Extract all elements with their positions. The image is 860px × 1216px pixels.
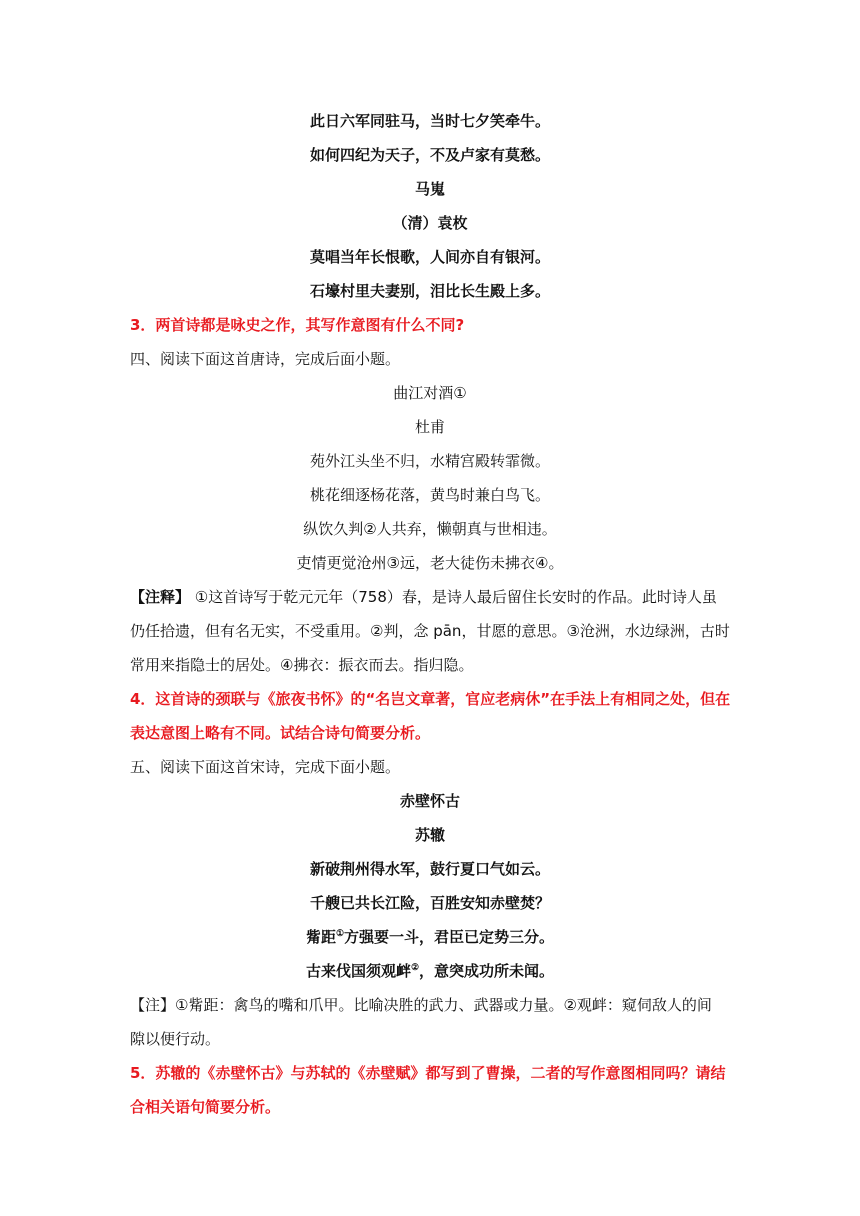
section-4-note-line1	[130, 587, 730, 607]
section-4-poem-line3: 纵饮久判②人共弃，懒朝真与世相违。	[303, 520, 557, 538]
poem2-title: 马嵬	[414, 180, 445, 198]
section-4-note-line3: 常用来指隐士的居处。④拂衣：振衣而去。指归隐。	[130, 656, 474, 674]
note-label: 【注释】	[130, 588, 191, 606]
poem1-line3: 此日六军同驻马，当时七夕笑牵牛。	[309, 112, 550, 130]
section-5-heading: 五、阅读下面这首宋诗，完成下面小题。	[130, 758, 401, 776]
section-4-poem-line1: 苑外江头坐不归，水精宫殿转霏微。	[309, 452, 550, 470]
section-5-poem-line3	[0, 927, 860, 947]
section-5-poem-line1: 新破荆州得水军，鼓行夏口气如云。	[309, 860, 550, 878]
line3-part-b: 方强要一斗，君臣已定势三分。	[344, 928, 555, 946]
poem2-author: （清）袁枚	[392, 214, 468, 232]
section-4-poem-line2: 桃花细逐杨花落，黄鸟时兼白鸟飞。	[309, 486, 550, 504]
question-5-line2: 合相关语句简要分析。	[130, 1098, 281, 1116]
section-4-poem-line4: 吏情更觉沧州③远，老大徒伤未拂衣④。	[296, 554, 564, 572]
section-5-poem-author: 苏辙	[414, 826, 445, 844]
note-text-1: ①这首诗写于乾元元年（758）春，是诗人最后留住长安时的作品。此时诗人虽	[190, 588, 717, 606]
footnote-mark-1: ①	[335, 929, 345, 939]
section-5-note-line1: 【注】①觜距：禽鸟的嘴和爪甲。比喻决胜的武力、武器或力量。②观衅：窥伺敌人的间	[130, 996, 712, 1014]
line4-part-a: 古来伐国须观衅	[305, 962, 411, 980]
question-5-line1: 5．苏辙的《赤壁怀古》与苏轼的《赤壁赋》都写到了曹操，二者的写作意图相同吗？请结	[130, 1064, 726, 1082]
question-3: 3．两首诗都是咏史之作，其写作意图有什么不同?	[130, 316, 465, 334]
question-4-line2: 表达意图上略有不同。试结合诗句简要分析。	[130, 724, 431, 742]
section-5-poem-line2: 千艘已共长江险，百胜安知赤壁焚？	[309, 894, 550, 912]
line4-part-b: ，意突成功所未闻。	[419, 962, 555, 980]
section-5-poem-title: 赤壁怀古	[399, 792, 460, 810]
section-5-poem-line4	[0, 961, 860, 981]
line3-part-a: 觜距	[305, 928, 336, 946]
section-5-note-line2: 隙以便行动。	[130, 1030, 221, 1048]
section-4-note-line2: 仍任拾遗，但有名无实，不受重用。②判，念 pān，甘愿的意思。③沧洲，水边绿洲，古时	[130, 622, 730, 640]
section-4-poem-title: 曲江对酒①	[393, 384, 467, 402]
poem2-line2: 石壕村里夫妻别，泪比长生殿上多。	[309, 282, 550, 300]
question-4-line1: 4．这首诗的颈联与《旅夜书怀》的“名岂文章著，官应老病休”在手法上有相同之处，但在	[130, 690, 731, 708]
poem1-line4: 如何四纪为天子，不及卢家有莫愁。	[309, 146, 550, 164]
footnote-mark-2: ②	[410, 963, 420, 973]
section-4-heading: 四、阅读下面这首唐诗，完成后面小题。	[130, 350, 401, 368]
poem2-line1: 莫唱当年长恨歌，人间亦自有银河。	[309, 248, 550, 266]
section-4-poem-author: 杜甫	[414, 418, 445, 436]
